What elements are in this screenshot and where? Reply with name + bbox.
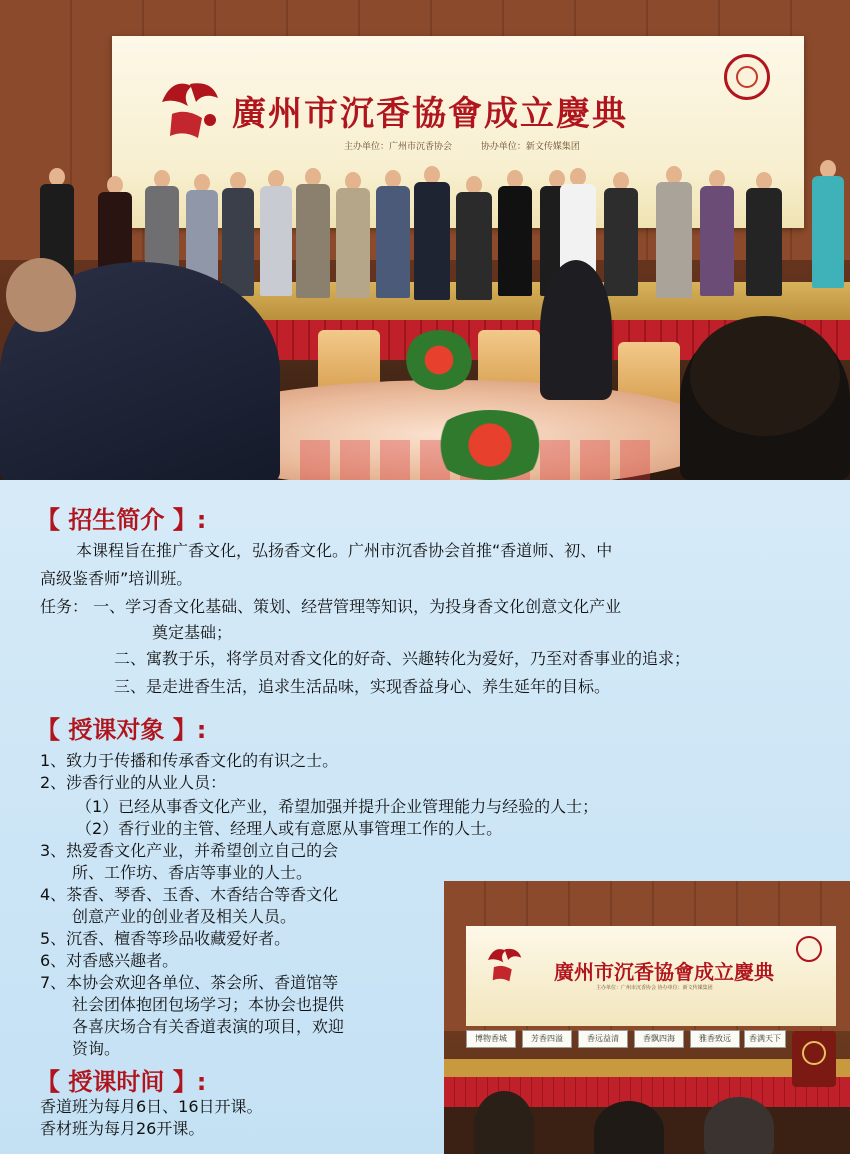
banner-title: 廣州市沉香協會成立慶典 — [554, 960, 774, 984]
audience-line: 5、沉香、檀香等珍品收藏爱好者。 — [40, 929, 291, 948]
audience-heading: 【 授课对象 】: — [36, 716, 207, 744]
audience-line: 创意产业的创业者及相关人员。 — [72, 907, 297, 926]
banner-organizer: 主办单位：广州市沉香协会 — [344, 142, 453, 152]
stage-performance-photo — [444, 881, 850, 1154]
schedule-heading: 【 授课时间 】: — [36, 1068, 207, 1096]
stage — [444, 1059, 850, 1079]
xiang-yue-logo-icon — [152, 72, 226, 142]
standing-guest — [540, 260, 612, 400]
calligraphy-scroll: 博物香城 — [466, 1030, 516, 1048]
intro-line: 奠定基础； — [152, 623, 233, 642]
guest-figure — [700, 170, 734, 296]
foreground-guest-head — [6, 258, 76, 332]
banner-co-organizer: 协办单位：新文传媒集团 — [480, 142, 580, 152]
ceremony-photo — [0, 0, 850, 480]
calligraphy-scroll: 香飘四海 — [634, 1030, 684, 1048]
guest-figure — [222, 172, 254, 296]
audience-line: 资询。 — [72, 1039, 121, 1058]
guest-figure — [746, 172, 782, 296]
guest-figure — [456, 176, 492, 300]
intro-line: 二、寓教于乐，将学员对香文化的好奇、兴趣转化为爱好，乃至对香事业的追求； — [114, 649, 691, 668]
flower-arrangement-icon — [430, 410, 550, 480]
audience-line: 3、热爱香文化产业，并希望创立自己的会 — [40, 841, 339, 860]
guest-figure — [296, 168, 330, 298]
guest-figure — [604, 172, 638, 296]
calligraphy-scroll: 香满天下 — [744, 1030, 786, 1048]
audience-line: 1、致力于传播和传承香文化的有识之士。 — [40, 751, 339, 770]
audience-line: （1）已经从事香文化产业，希望加强并提升企业管理能力与经验的人士； — [76, 797, 599, 816]
banner-organizers: 主办单位：广州市沉香协会 协办单位：新文传媒集团 — [596, 985, 713, 991]
intro-line: 三、是走进香生活，追求生活品味，实现香益身心、养生延年的目标。 — [114, 677, 611, 696]
audience-line: 所、工作坊、香店等事业的人士。 — [72, 863, 313, 882]
calligraphy-scroll: 香远益清 — [578, 1030, 628, 1048]
guest-figure — [498, 170, 532, 296]
intro-heading: 【 招生简介 】: — [36, 506, 207, 534]
audience-line: 4、茶香、琴香、玉香、木香结合等香文化 — [40, 885, 339, 904]
foreground-guest-head — [690, 316, 840, 436]
schedule-line: 香道班为每月6日、16日开课。 — [40, 1097, 263, 1116]
guest-figure — [414, 166, 450, 300]
association-seal-icon — [796, 936, 822, 962]
audience-line: （2）香行业的主管、经理人或有意愿从事管理工作的人士。 — [76, 819, 503, 838]
flower-arrangement-icon — [404, 330, 474, 390]
audience-line: 6、对香感兴趣者。 — [40, 951, 179, 970]
audience-guest — [594, 1101, 664, 1154]
podium — [792, 1031, 836, 1087]
intro-line: 本课程旨在推广香文化，弘扬香文化。广州市沉香协会首推“香道师、初、中 — [76, 541, 613, 560]
audience-guest — [474, 1091, 534, 1154]
guest-figure — [260, 170, 292, 296]
schedule-line: 香材班为每月26开课。 — [40, 1119, 205, 1138]
calligraphy-scroll: 雅香致远 — [690, 1030, 740, 1048]
hostess-figure — [812, 160, 844, 288]
guest-figure — [656, 166, 692, 298]
audience-line: 7、本协会欢迎各单位、茶会所、香道馆等 — [40, 973, 339, 992]
calligraphy-scroll: 芳香四溢 — [522, 1030, 572, 1048]
banner-title: 廣州市沉香協會成立慶典 — [232, 94, 628, 134]
audience-guest — [704, 1097, 774, 1154]
association-seal-icon — [724, 54, 770, 100]
guest-figure — [376, 170, 410, 298]
banner-organizers — [344, 139, 606, 152]
guest-figure — [336, 172, 370, 298]
audience-line: 2、涉香行业的从业人员： — [40, 773, 227, 792]
audience-line: 社会团体抱团包场学习；本协会也提供 — [72, 995, 345, 1014]
intro-line: 任务： 一、学习香文化基础、策划、经营管理等知识，为投身香文化创意文化产业 — [40, 597, 622, 616]
ceremony-banner — [466, 926, 836, 1026]
xiang-yue-logo-icon — [482, 942, 526, 984]
intro-line: 高级鉴香师”培训班。 — [40, 569, 193, 588]
audience-line: 各喜庆场合有关香道表演的项目，欢迎 — [72, 1017, 345, 1036]
